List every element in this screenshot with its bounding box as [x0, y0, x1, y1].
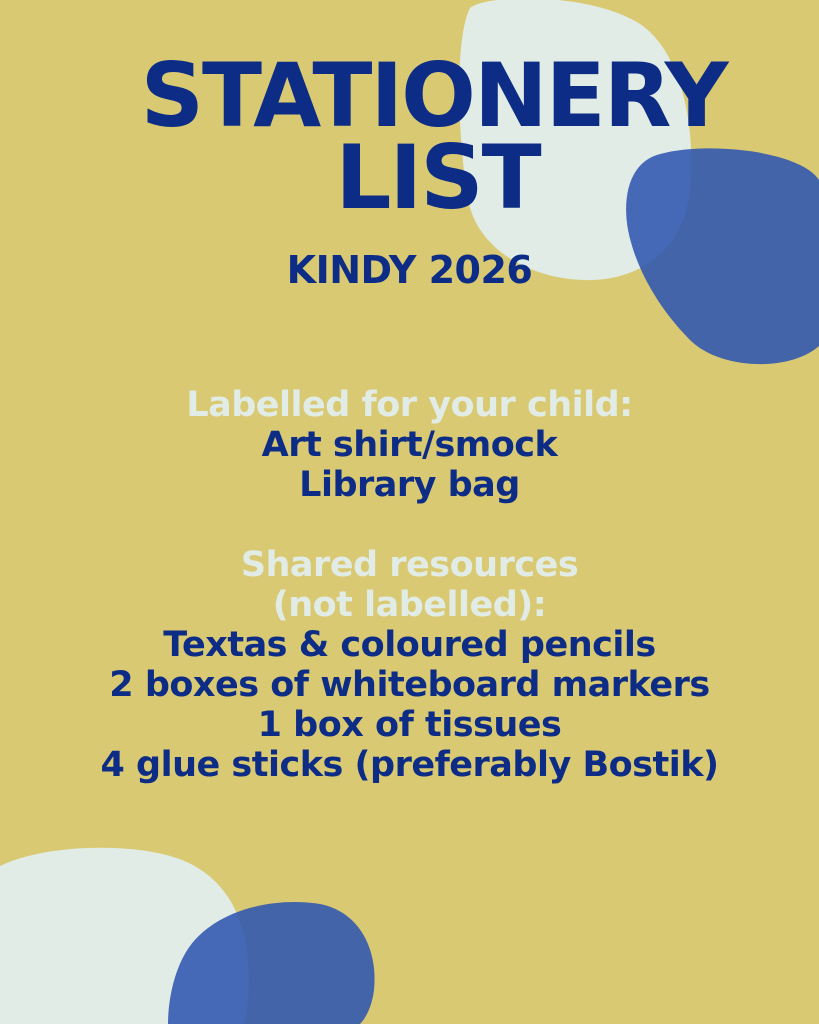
list-item: Library bag	[299, 465, 520, 505]
labelled-section	[0, 385, 819, 505]
shared-heading-line-2: (not labelled):	[272, 585, 547, 625]
list-item: Textas & coloured pencils	[163, 625, 656, 665]
shared-section	[0, 545, 819, 785]
title-line-2: LIST	[335, 126, 540, 229]
title-line-1: STATIONERY	[140, 44, 727, 147]
list-item: 4 glue sticks (preferably Bostik)	[100, 745, 719, 785]
list-item: 2 boxes of whiteboard markers	[109, 665, 710, 705]
list-item: Art shirt/smock	[261, 425, 558, 465]
labelled-heading: Labelled for your child:	[186, 385, 633, 425]
list-item: 1 box of tissues	[257, 705, 562, 745]
shared-heading-line-1: Shared resources	[240, 545, 579, 585]
subtitle: KINDY 2026	[286, 248, 533, 292]
